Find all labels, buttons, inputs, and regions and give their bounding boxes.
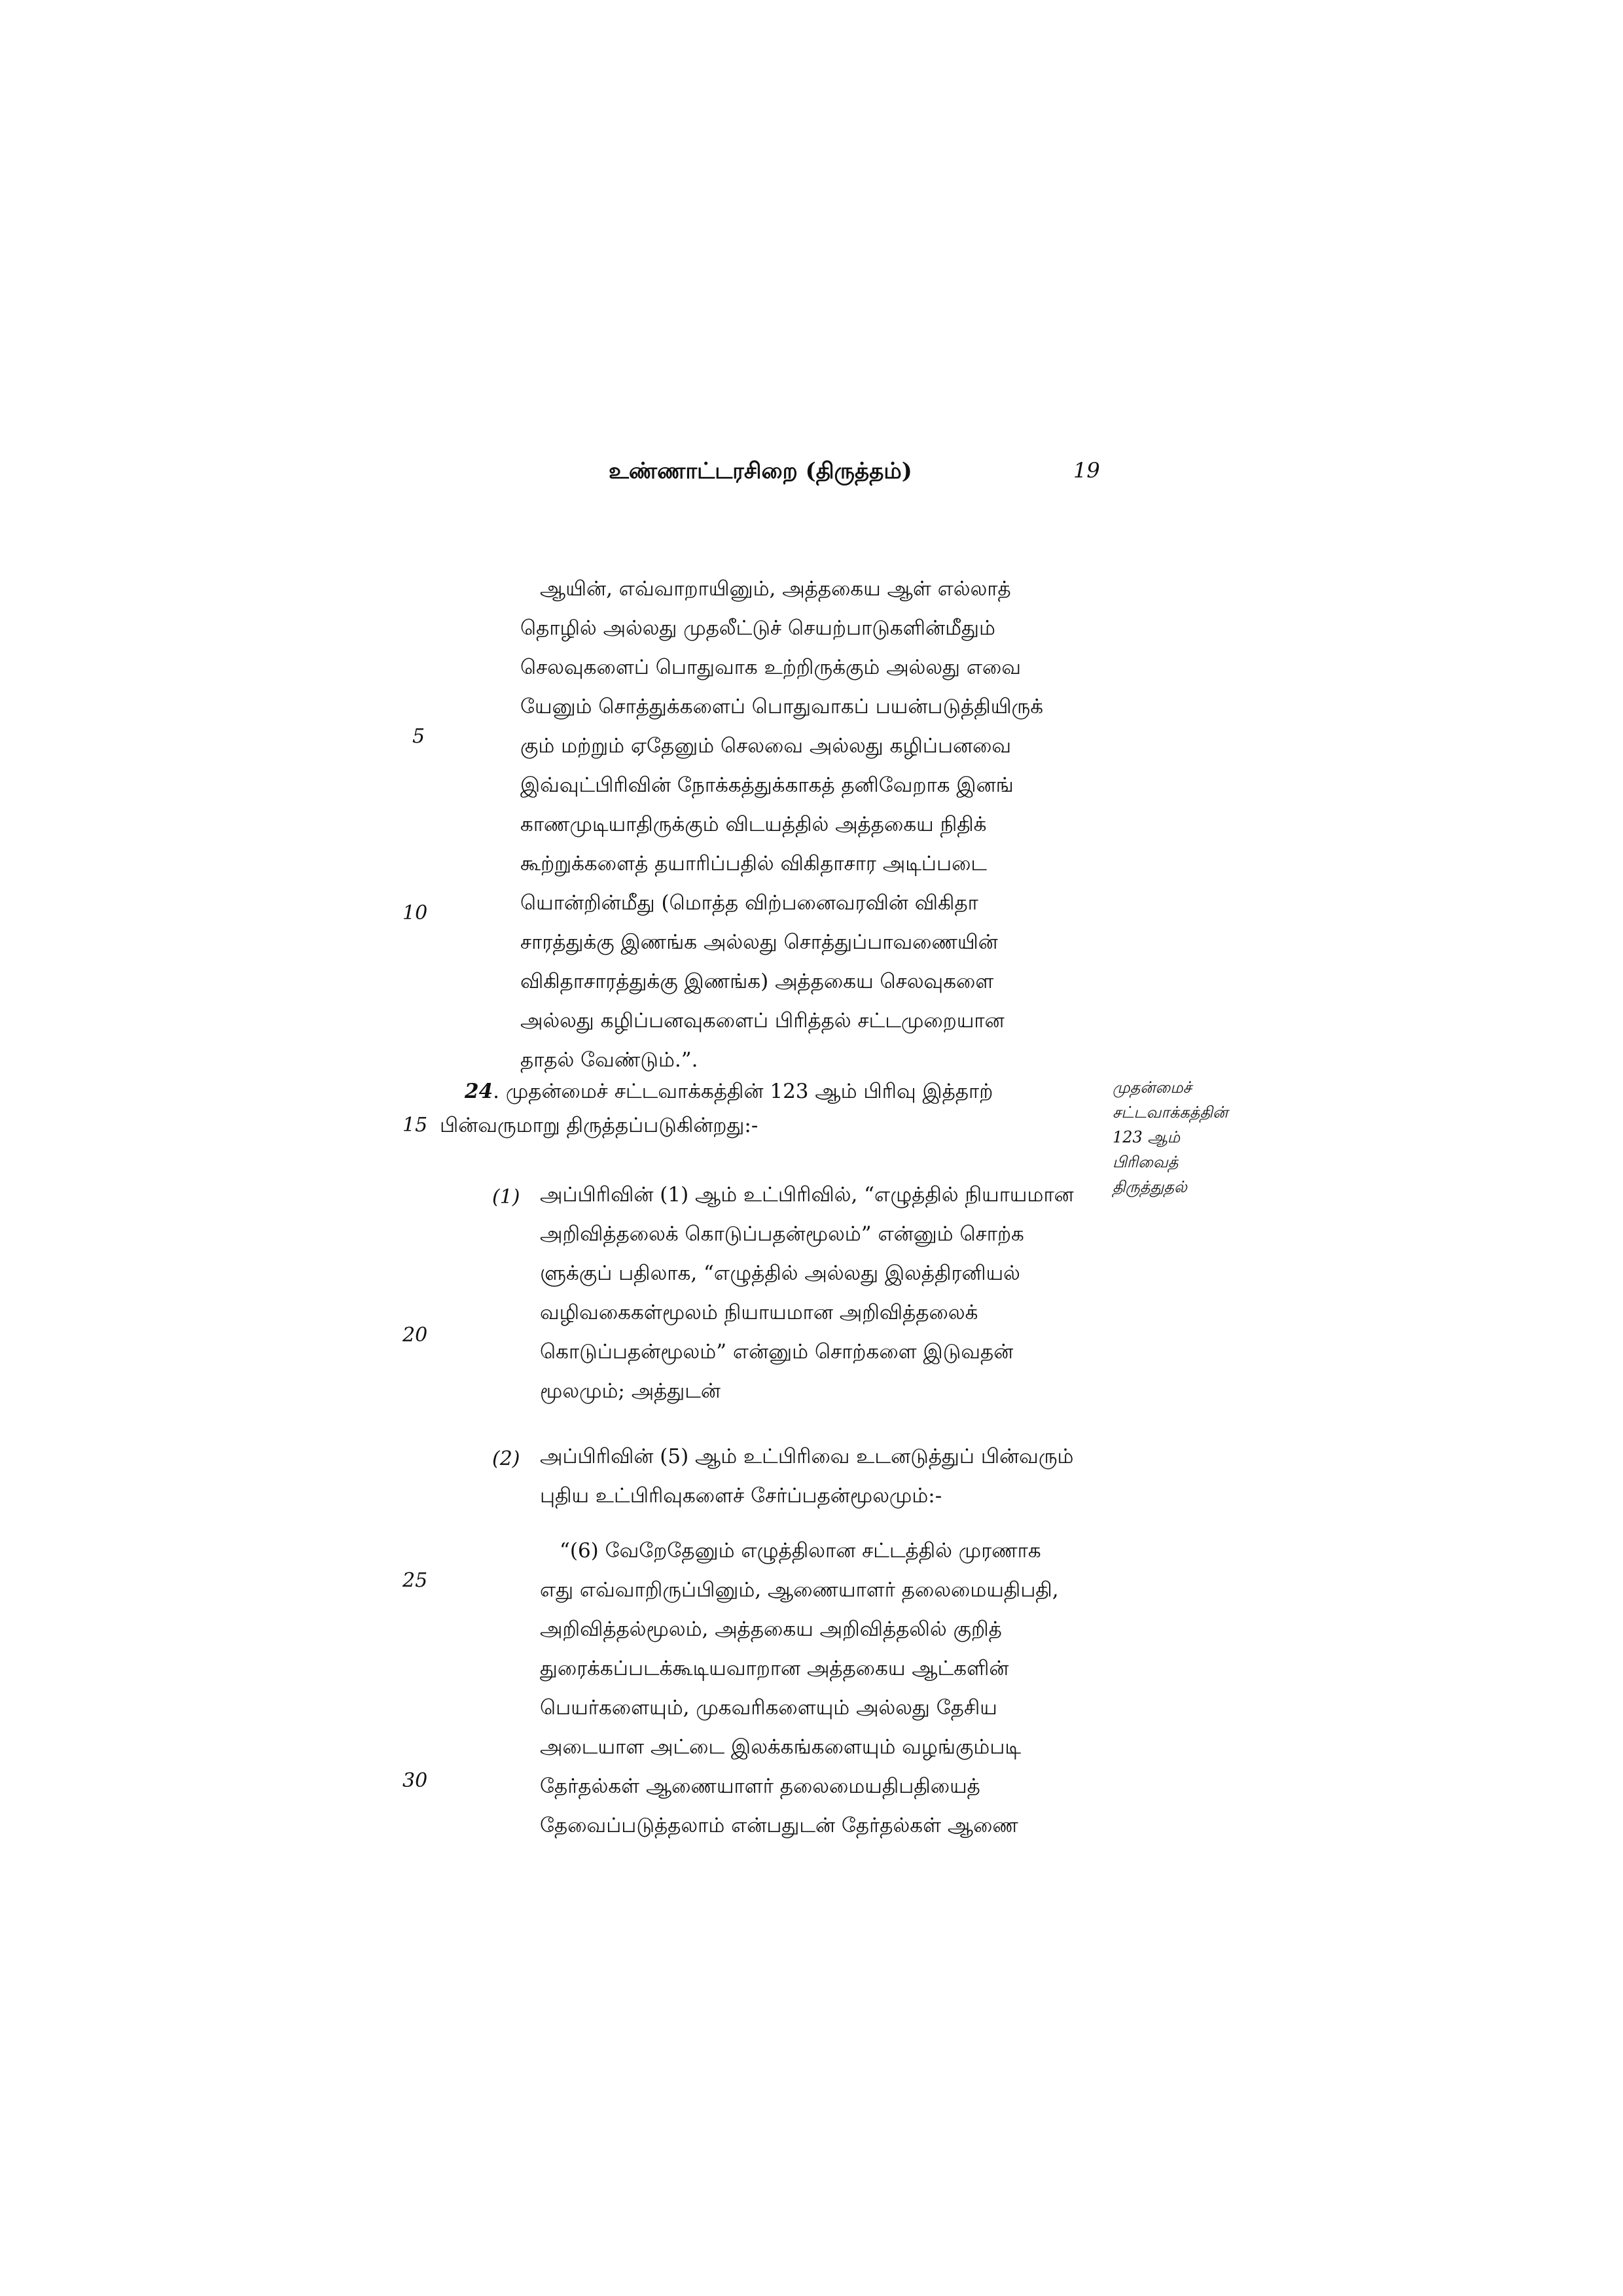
proviso-line: யேனும் சொத்துக்களைப் பொதுவாகப் பயன்படுத்தியிருக் [520,695,1044,718]
line-number-10: 10 [402,902,428,925]
section-24-text: . முதன்மைச் சட்டவாக்கத்தின் 123 ஆம் பிரிவு இத்தாற் [493,1080,993,1103]
marginal-note-line: பிரிவைத் [1113,1153,1179,1171]
section-24-line-1 [465,1078,993,1104]
line-number-30: 30 [402,1769,428,1792]
marginal-note-line: 123 ஆம் [1113,1128,1181,1146]
line-number-20: 20 [402,1324,428,1347]
clause-2-label: (2) [492,1447,520,1470]
line-number-5: 5 [412,725,425,748]
proviso-line: ஆயின், எவ்வாறாயினும், அத்தகைய ஆள் எல்லாத் [540,577,1011,601]
proviso-line: இவ்வுட்பிரிவின் நோக்கத்துக்காகத் தனிவேறாக இனங் [520,773,1014,797]
subsection-6-line: தேவைப்படுத்தலாம் என்பதுடன் தேர்தல்கள் ஆணை [540,1814,1018,1837]
clause-1-line: கொடுப்பதன்மூலம்” என்னும் சொற்களை இடுவதன் [540,1340,1014,1364]
proviso-line: தாதல் வேண்டும்.”. [520,1048,698,1072]
proviso-line: அல்லது கழிப்பனவுகளைப் பிரித்தல் சட்டமுறையான [520,1009,1005,1033]
subsection-6-line: துரைக்கப்படக்கூடியவாறான அத்தகைய ஆட்களின் [540,1657,1009,1680]
proviso-line: சாரத்துக்கு இணங்க அல்லது சொத்துப்பாவணையின் [520,930,998,954]
proviso-line: யொன்றின்மீது (மொத்த விற்பனைவரவின் விகிதா [520,891,978,915]
clause-1-line: அறிவித்தலைக் கொடுப்பதன்மூலம்” என்னும் சொற்க [540,1222,1024,1246]
clause-1-line: ளுக்குப் பதிலாக, “எழுத்தில் அல்லது இலத்திரனியல் [540,1262,1020,1285]
subsection-6-line: பெயர்களையும், முகவரிகளையும் அல்லது தேசிய [540,1696,997,1720]
subsection-6-line: “(6) வேறேதேனும் எழுத்திலான சட்டத்தில் முரணாக [560,1539,1041,1563]
proviso-line: கூற்றுக்களைத் தயாரிப்பதில் விகிதாசார அடிப்படை [520,852,988,875]
line-number-25: 25 [402,1569,428,1592]
proviso-line: காணமுடியாதிருக்கும் விடயத்தில் அத்தகைய நிதிக் [520,813,987,836]
subsection-6-line: தேர்தல்கள் ஆணையாளர் தலைமையதிபதியைத் [540,1775,980,1798]
running-header-title: உண்ணாட்டரசிறை (திருத்தம்) [609,458,912,484]
proviso-line: கும் மற்றும் ஏதேனும் செலவை அல்லது கழிப்பனவை [520,734,1012,758]
subsection-6-line: எது எவ்வாறிருப்பினும், ஆணையாளர் தலைமையதிபதி, [540,1578,1059,1602]
clause-1-line: வழிவகைகள்மூலம் நியாயமான அறிவித்தலைக் [540,1301,978,1324]
subsection-6-line: அறிவித்தல்மூலம், அத்தகைய அறிவித்தலில் குறித் [540,1617,1002,1641]
line-number-15: 15 [402,1114,428,1137]
clause-2-line: அப்பிரிவின் (5) ஆம் உட்பிரிவை உடனடுத்துப் பின்வரும் [540,1445,1074,1468]
section-24-line-2: பின்வருமாறு திருத்தப்படுகின்றது:- [440,1114,758,1137]
clause-1-label: (1) [492,1186,520,1209]
clause-1-line: அப்பிரிவின் (1) ஆம் உட்பிரிவில், “எழுத்தில் நியாயமான [540,1183,1074,1207]
proviso-line: விகிதாசாரத்துக்கு இணங்க) அத்தகைய செலவுகளை [520,970,994,993]
subsection-6-line: அடையாள அட்டை இலக்கங்களையும் வழங்கும்படி [540,1735,1022,1759]
marginal-note-line: திருத்துதல் [1113,1178,1187,1196]
clause-1-line: மூலமும்; அத்துடன் [540,1379,721,1403]
proviso-line: செலவுகளைப் பொதுவாக உற்றிருக்கும் அல்லது எவை [520,656,1022,679]
marginal-note-line: சட்டவாக்கத்தின் [1113,1103,1228,1122]
clause-2-line: புதிய உட்பிரிவுகளைச் சேர்ப்பதன்மூலமும்:- [540,1484,942,1508]
section-number: 24 [465,1080,493,1103]
marginal-note-line: முதன்மைச் [1113,1078,1192,1097]
page-number: 19 [1073,458,1100,483]
proviso-line: தொழில் அல்லது முதலீட்டுச் செயற்பாடுகளின்மீதும் [520,616,995,640]
